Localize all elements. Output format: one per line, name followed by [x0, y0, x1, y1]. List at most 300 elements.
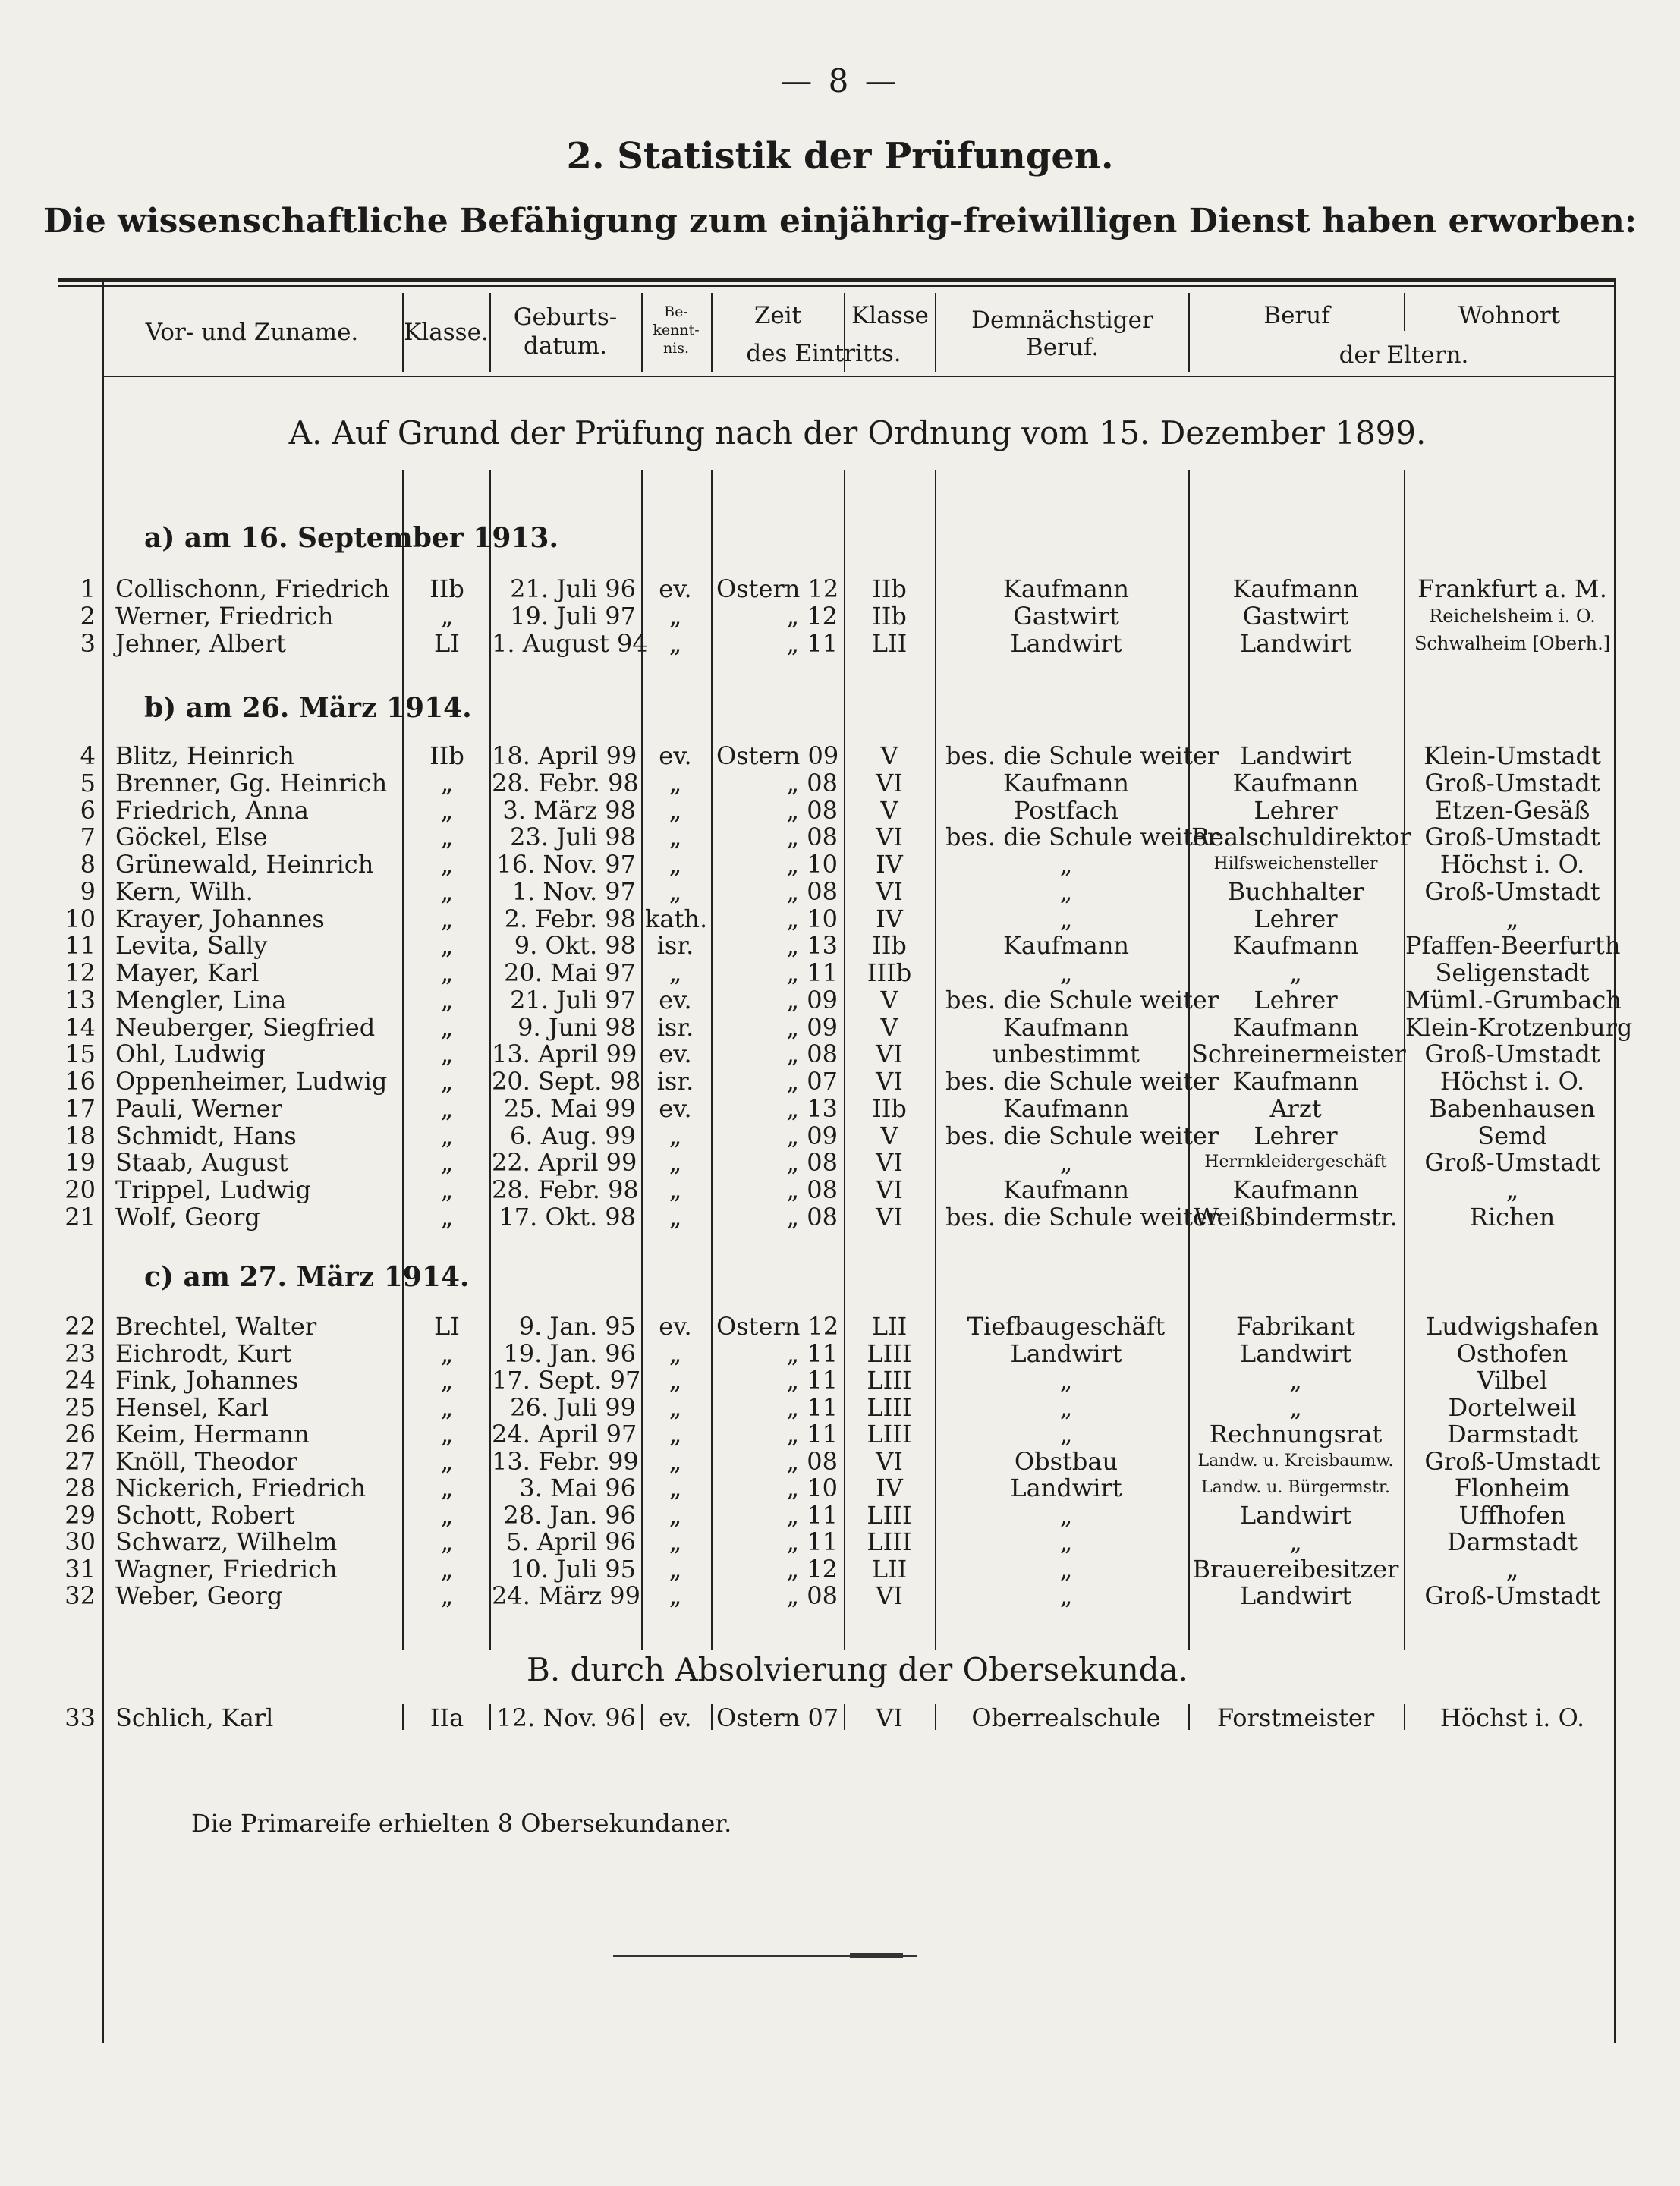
student-name: Schwarz, Wilhelm [115, 1527, 338, 1556]
row-number: 22 [64, 1312, 96, 1341]
column-header-demnaechst-1: Demnächstiger [971, 307, 1153, 334]
confession: ev. [659, 574, 692, 603]
parents-residence: Schwalheim [Oberh.] [1414, 633, 1611, 654]
parents-residence: Pfaffen-Beerfurth [1405, 931, 1621, 960]
entry-time: „ 13 [786, 1094, 838, 1123]
parents-residence: Dortelweil [1448, 1393, 1577, 1422]
row-number: 23 [64, 1339, 96, 1368]
entry-time: „ 07 [786, 1067, 838, 1096]
future-profession: Kaufmann [1002, 1175, 1130, 1204]
table-row [0, 769, 1680, 797]
class: „ [440, 904, 454, 933]
parents-profession: Kaufmann [1232, 1067, 1359, 1096]
entry-class: VI [876, 877, 903, 906]
confession: „ [669, 1148, 682, 1177]
confession: ev. [659, 1703, 692, 1732]
entry-class: V [880, 1121, 898, 1150]
confession: „ [669, 1175, 682, 1204]
confession: isr. [656, 1067, 694, 1096]
subtitle: Die wissenschaftliche Befähigung zum einjährig-freiwilligen Dienst haben erworben: [42, 202, 1638, 241]
future-profession: Postfach [1013, 796, 1119, 825]
entry-time: „ 12 [786, 602, 838, 631]
table-row [0, 630, 1680, 657]
confession: „ [669, 769, 682, 797]
row-number: 13 [64, 986, 96, 1014]
entry-time: „ 13 [786, 931, 838, 960]
student-name: Grünewald, Heinrich [115, 850, 374, 879]
entry-time: „ 08 [786, 1447, 838, 1476]
birth-date: 28. Febr. 98 [492, 1175, 639, 1204]
parents-profession: Landwirt [1239, 1339, 1352, 1368]
row-number: 18 [64, 1121, 96, 1150]
column-header-bekenntnis-1: Be- [664, 304, 688, 320]
parents-profession: Landw. u. Kreisbaumw. [1197, 1452, 1394, 1470]
column-header-klasse2: Klasse [851, 302, 929, 329]
entry-time: „ 11 [786, 629, 838, 658]
table-row [0, 602, 1680, 630]
future-profession: bes. die Schule weiter [945, 823, 1219, 851]
entry-class: VI [876, 1175, 903, 1204]
entry-time: „ 10 [786, 904, 838, 933]
row-number: 4 [80, 741, 96, 770]
row-number: 2 [80, 602, 96, 631]
row-number: 28 [64, 1474, 96, 1502]
table-row [0, 1176, 1680, 1203]
future-profession: bes. die Schule weiter [945, 741, 1219, 770]
entry-time: „ 09 [786, 1013, 838, 1042]
birth-date: 13. Febr. 99 [492, 1447, 639, 1476]
row-number: 24 [64, 1366, 96, 1395]
entry-class: IV [876, 850, 903, 879]
entry-class: LII [871, 1555, 908, 1584]
part-b-title: B. durch Absolvierung der Obersekunda. [526, 1651, 1189, 1688]
footnote: Die Primareife erhielten 8 Obersekundaner. [191, 1809, 732, 1838]
parents-residence: „ [1505, 904, 1519, 933]
entry-time: „ 08 [786, 1581, 838, 1610]
class: „ [440, 1474, 454, 1502]
student-name: Wagner, Friedrich [115, 1555, 338, 1584]
column-header-beruf: Beruf [1263, 302, 1330, 329]
future-profession: „ [1059, 958, 1073, 987]
birth-date: 9. Juni 98 [518, 1013, 636, 1042]
class: „ [440, 823, 454, 851]
entry-time: „ 11 [786, 958, 838, 987]
group-title: a) am 16. September 1913. [144, 522, 559, 554]
student-name: Pauli, Werner [115, 1094, 282, 1123]
parents-profession: Lehrer [1254, 904, 1338, 933]
class: „ [440, 796, 454, 825]
parents-profession: „ [1289, 958, 1302, 987]
birth-date: 6. Aug. 99 [510, 1121, 636, 1150]
row-number: 16 [64, 1067, 96, 1096]
class: LI [434, 1312, 460, 1341]
entry-time: „ 08 [786, 877, 838, 906]
entry-time: „ 08 [786, 769, 838, 797]
birth-date: 3. März 98 [502, 796, 636, 825]
birth-date: 10. Juli 95 [510, 1555, 636, 1584]
student-name: Weber, Georg [115, 1581, 283, 1610]
student-name: Nickerich, Friedrich [115, 1474, 367, 1502]
confession: isr. [656, 931, 694, 960]
parents-profession: „ [1289, 1527, 1302, 1556]
class: „ [440, 1527, 454, 1556]
entry-class: LIII [867, 1339, 912, 1368]
student-name: Keim, Hermann [115, 1420, 310, 1448]
confession: „ [669, 1339, 682, 1368]
student-name: Neuberger, Siegfried [115, 1013, 376, 1042]
row-number: 10 [64, 904, 96, 933]
table-row [0, 905, 1680, 933]
student-name: Jehner, Albert [115, 629, 286, 658]
table-row [0, 575, 1680, 602]
entry-class: VI [876, 823, 903, 851]
entry-class: IIb [872, 574, 907, 603]
parents-residence: Ludwigshafen [1426, 1312, 1599, 1341]
class: „ [440, 1203, 454, 1231]
row-number: 21 [64, 1203, 96, 1231]
confession: „ [669, 823, 682, 851]
entry-class: VI [876, 1581, 903, 1610]
parents-residence: Klein-Umstadt [1424, 741, 1601, 770]
future-profession: „ [1059, 1527, 1073, 1556]
class: „ [440, 931, 454, 960]
parents-profession: Schreinermeister [1191, 1040, 1406, 1068]
confession: ev. [659, 741, 692, 770]
entry-class: IIb [872, 931, 907, 960]
birth-date: 9. Okt. 98 [514, 931, 636, 960]
entry-time: „ 11 [786, 1366, 838, 1395]
class: „ [440, 1121, 454, 1150]
parents-profession: Landwirt [1239, 741, 1352, 770]
future-profession: Gastwirt [1013, 602, 1119, 631]
parents-residence: Höchst i. O. [1439, 1703, 1585, 1732]
student-name: Hensel, Karl [115, 1393, 269, 1422]
birth-date: 13. April 99 [492, 1040, 637, 1068]
future-profession: Kaufmann [1002, 574, 1130, 603]
parents-profession: „ [1289, 1393, 1302, 1422]
table-row [0, 1122, 1680, 1150]
parents-residence: Darmstadt [1446, 1420, 1578, 1448]
birth-date: 19. Jan. 96 [503, 1339, 636, 1368]
class: LI [434, 629, 460, 658]
student-name: Knöll, Theodor [115, 1447, 297, 1476]
student-name: Oppenheimer, Ludwig [115, 1067, 388, 1096]
parents-residence: „ [1505, 1555, 1519, 1584]
class: „ [440, 1447, 454, 1476]
birth-date: 28. Febr. 98 [492, 769, 639, 797]
parents-residence: Babenhausen [1429, 1094, 1596, 1123]
future-profession: Landwirt [1010, 629, 1122, 658]
birth-date: 22. April 99 [492, 1148, 637, 1177]
confession: ev. [659, 1312, 692, 1341]
entry-time: „ 11 [786, 1393, 838, 1422]
entry-time: Ostern 09 [716, 741, 839, 770]
parents-residence: Uffhofen [1458, 1501, 1566, 1530]
parents-residence: Vilbel [1477, 1366, 1548, 1395]
table-row [0, 1068, 1680, 1095]
future-profession: „ [1059, 1148, 1073, 1177]
entry-class: V [880, 741, 898, 770]
column-header-geburtsdatum-1: Geburts- [513, 304, 618, 331]
entry-class: VI [876, 769, 903, 797]
future-profession: „ [1059, 1581, 1073, 1610]
parents-profession: Brauereibesitzer [1192, 1555, 1399, 1584]
table-row [0, 1014, 1680, 1041]
parents-residence: Richen [1469, 1203, 1556, 1231]
column-header-klasse: Klasse. [404, 319, 489, 346]
row-number: 32 [64, 1581, 96, 1610]
column-header-name: Vor- und Zuname. [145, 319, 359, 346]
future-profession: Kaufmann [1002, 769, 1130, 797]
parents-profession: Lehrer [1254, 986, 1338, 1014]
table-row [0, 797, 1680, 824]
entry-class: V [880, 986, 898, 1014]
confession: „ [669, 1366, 682, 1395]
student-name: Mengler, Lina [115, 986, 287, 1014]
table-row [0, 1340, 1680, 1367]
parents-profession: Kaufmann [1232, 1013, 1359, 1042]
entry-class: IV [876, 904, 903, 933]
entry-class: VI [876, 1067, 903, 1096]
row-number: 26 [64, 1420, 96, 1448]
class: „ [440, 1393, 454, 1422]
student-name: Werner, Friedrich [115, 602, 334, 631]
confession: „ [669, 877, 682, 906]
entry-time: Ostern 07 [716, 1703, 839, 1732]
class: „ [440, 1067, 454, 1096]
parents-residence: Klein-Krotzenburg [1405, 1013, 1633, 1042]
parents-profession: Kaufmann [1232, 1175, 1359, 1204]
table-row [0, 851, 1680, 878]
table-row [0, 1394, 1680, 1421]
table-row [0, 742, 1680, 769]
class: „ [440, 769, 454, 797]
student-name: Ohl, Ludwig [115, 1040, 266, 1068]
parents-residence: Groß-Umstadt [1424, 823, 1600, 851]
birth-date: 16. Nov. 97 [496, 850, 636, 879]
table-row [0, 1095, 1680, 1122]
row-number: 33 [64, 1703, 96, 1732]
birth-date: 12. Nov. 96 [496, 1703, 636, 1732]
future-profession: bes. die Schule weiter [945, 1067, 1219, 1096]
parents-profession: Fabrikant [1235, 1312, 1356, 1341]
confession: „ [669, 602, 682, 631]
entry-class: IIb [872, 1094, 907, 1123]
class: „ [440, 877, 454, 906]
confession: „ [669, 1203, 682, 1231]
parents-residence: Frankfurt a. M. [1417, 574, 1607, 603]
birth-date: 21. Juli 97 [510, 986, 636, 1014]
birth-date: 18. April 99 [492, 741, 637, 770]
birth-date: 3. Mai 96 [519, 1474, 636, 1502]
table-row [0, 1420, 1680, 1448]
row-number: 27 [64, 1447, 96, 1476]
entry-time: „ 09 [786, 1121, 838, 1150]
entry-time: „ 12 [786, 1555, 838, 1584]
entry-class: LII [871, 629, 908, 658]
birth-date: 25. Mai 99 [503, 1094, 636, 1123]
parents-profession: Landw. u. Bürgermstr. [1201, 1478, 1390, 1497]
row-number: 11 [64, 931, 96, 960]
parents-profession: Herrnkleidergeschäft [1204, 1153, 1387, 1172]
column-header-des-eintritts: des Eintritts. [746, 340, 901, 367]
student-name: Kern, Wilh. [115, 877, 253, 906]
student-name: Göckel, Else [115, 823, 268, 851]
confession: „ [669, 1393, 682, 1422]
birth-date: 24. April 97 [492, 1420, 637, 1448]
birth-date: 19. Juli 97 [510, 602, 636, 631]
parents-residence: Semd [1477, 1121, 1547, 1150]
entry-class: LIII [867, 1501, 912, 1530]
row-number: 29 [64, 1501, 96, 1530]
parents-profession: Gastwirt [1242, 602, 1349, 631]
table-row [0, 1367, 1680, 1394]
class: „ [440, 1420, 454, 1448]
row-number: 5 [80, 769, 96, 797]
future-profession: Landwirt [1010, 1474, 1122, 1502]
birth-date: 5. April 96 [506, 1527, 636, 1556]
birth-date: 26. Juli 99 [510, 1393, 636, 1422]
student-name: Wolf, Georg [115, 1203, 260, 1231]
parents-residence: Groß-Umstadt [1424, 1447, 1600, 1476]
birth-date: 17. Sept. 97 [492, 1366, 641, 1395]
birth-date: 20. Mai 97 [503, 958, 636, 987]
entry-time: Ostern 12 [716, 1312, 839, 1341]
table-row [0, 1203, 1680, 1231]
parents-profession: Kaufmann [1232, 769, 1359, 797]
row-number: 7 [80, 823, 96, 851]
parents-profession: Kaufmann [1232, 931, 1359, 960]
future-profession: „ [1059, 1420, 1073, 1448]
student-name: Levita, Sally [115, 931, 268, 960]
entry-class: LIII [867, 1393, 912, 1422]
parents-residence: Müml.-Grumbach [1405, 986, 1622, 1014]
entry-class: LIII [867, 1527, 912, 1556]
class: „ [440, 1148, 454, 1177]
student-name: Brenner, Gg. Heinrich [115, 769, 388, 797]
row-number: 3 [80, 629, 96, 658]
section-heading: 2. Statistik der Prüfungen. [566, 135, 1114, 178]
birth-date: 17. Okt. 98 [499, 1203, 636, 1231]
column-header-wohnort: Wohnort [1458, 302, 1561, 329]
birth-date: 24. März 99 [492, 1581, 640, 1610]
parents-profession: Rechnungsrat [1209, 1420, 1383, 1448]
entry-time: „ 08 [786, 1203, 838, 1231]
table-row [0, 986, 1680, 1014]
parents-profession: Realschuldirektor [1191, 823, 1411, 851]
column-header-der-eltern: der Eltern. [1339, 341, 1469, 369]
confession: „ [669, 1527, 682, 1556]
parents-profession: Hilfsweichensteller [1213, 854, 1378, 873]
confession: „ [669, 1121, 682, 1150]
entry-class: VI [876, 1447, 903, 1476]
entry-time: „ 08 [786, 823, 838, 851]
entry-time: „ 10 [786, 1474, 838, 1502]
table-row [0, 1149, 1680, 1176]
confession: ev. [659, 1040, 692, 1068]
class: „ [440, 1175, 454, 1204]
column-header-zeit: Zeit [753, 302, 802, 329]
parents-residence: Groß-Umstadt [1424, 1148, 1600, 1177]
parents-profession: Landwirt [1239, 1501, 1352, 1530]
parents-residence: Reichelsheim i. O. [1429, 605, 1596, 627]
entry-time: „ 08 [786, 1148, 838, 1177]
class: „ [440, 1040, 454, 1068]
entry-time: Ostern 12 [716, 574, 839, 603]
confession: „ [669, 629, 682, 658]
table-row [0, 1313, 1680, 1340]
future-profession: Tiefbaugeschäft [967, 1312, 1166, 1341]
student-name: Friedrich, Anna [115, 796, 309, 825]
entry-class: V [880, 1013, 898, 1042]
table-row [0, 1474, 1680, 1502]
parents-profession: Lehrer [1254, 1121, 1338, 1150]
class: „ [440, 1555, 454, 1584]
parents-profession: Buchhalter [1227, 877, 1364, 906]
confession: isr. [656, 1013, 694, 1042]
parents-residence: „ [1505, 1175, 1519, 1204]
parents-residence: Groß-Umstadt [1424, 1581, 1600, 1610]
parents-residence: Groß-Umstadt [1424, 877, 1600, 906]
table-row [0, 1555, 1680, 1583]
future-profession: Oberrealschule [971, 1703, 1161, 1732]
group-title: c) am 27. März 1914. [144, 1261, 470, 1293]
class: IIb [429, 574, 464, 603]
confession: „ [669, 850, 682, 879]
parents-residence: Groß-Umstadt [1424, 769, 1600, 797]
parents-profession: Landwirt [1239, 629, 1352, 658]
column-header-bekenntnis-3: nis. [662, 340, 690, 357]
parents-profession: „ [1289, 1366, 1302, 1395]
student-name: Schott, Robert [115, 1501, 295, 1530]
class: „ [440, 850, 454, 879]
end-rule-ornament [850, 1953, 903, 1958]
entry-time: „ 08 [786, 796, 838, 825]
column-header-geburtsdatum-2: datum. [524, 332, 607, 360]
future-profession: „ [1059, 1393, 1073, 1422]
confession: kath. [645, 904, 708, 933]
row-number: 19 [64, 1148, 96, 1177]
class: „ [440, 1339, 454, 1368]
future-profession: „ [1059, 850, 1073, 879]
class: IIb [429, 741, 464, 770]
future-profession: Kaufmann [1002, 1094, 1130, 1123]
entry-class: VI [876, 1203, 903, 1231]
parents-profession: Weißbindermstr. [1194, 1203, 1398, 1231]
future-profession: „ [1059, 1366, 1073, 1395]
class: „ [440, 602, 454, 631]
table-row [0, 932, 1680, 959]
column-header-bekenntnis-2: kennt- [653, 322, 700, 338]
row-number: 14 [64, 1013, 96, 1042]
class: „ [440, 958, 454, 987]
student-name: Mayer, Karl [115, 958, 260, 987]
confession: „ [669, 1555, 682, 1584]
entry-time: „ 08 [786, 1040, 838, 1068]
row-number: 31 [64, 1555, 96, 1584]
future-profession: „ [1059, 1555, 1073, 1584]
student-name: Collischonn, Friedrich [115, 574, 390, 603]
student-name: Blitz, Heinrich [115, 741, 294, 770]
student-name: Staab, August [115, 1148, 288, 1177]
confession: ev. [659, 1094, 692, 1123]
entry-time: „ 08 [786, 1175, 838, 1204]
entry-class: V [880, 796, 898, 825]
class: „ [440, 986, 454, 1014]
class: „ [440, 1094, 454, 1123]
class: „ [440, 1366, 454, 1395]
student-name: Schlich, Karl [115, 1703, 274, 1732]
